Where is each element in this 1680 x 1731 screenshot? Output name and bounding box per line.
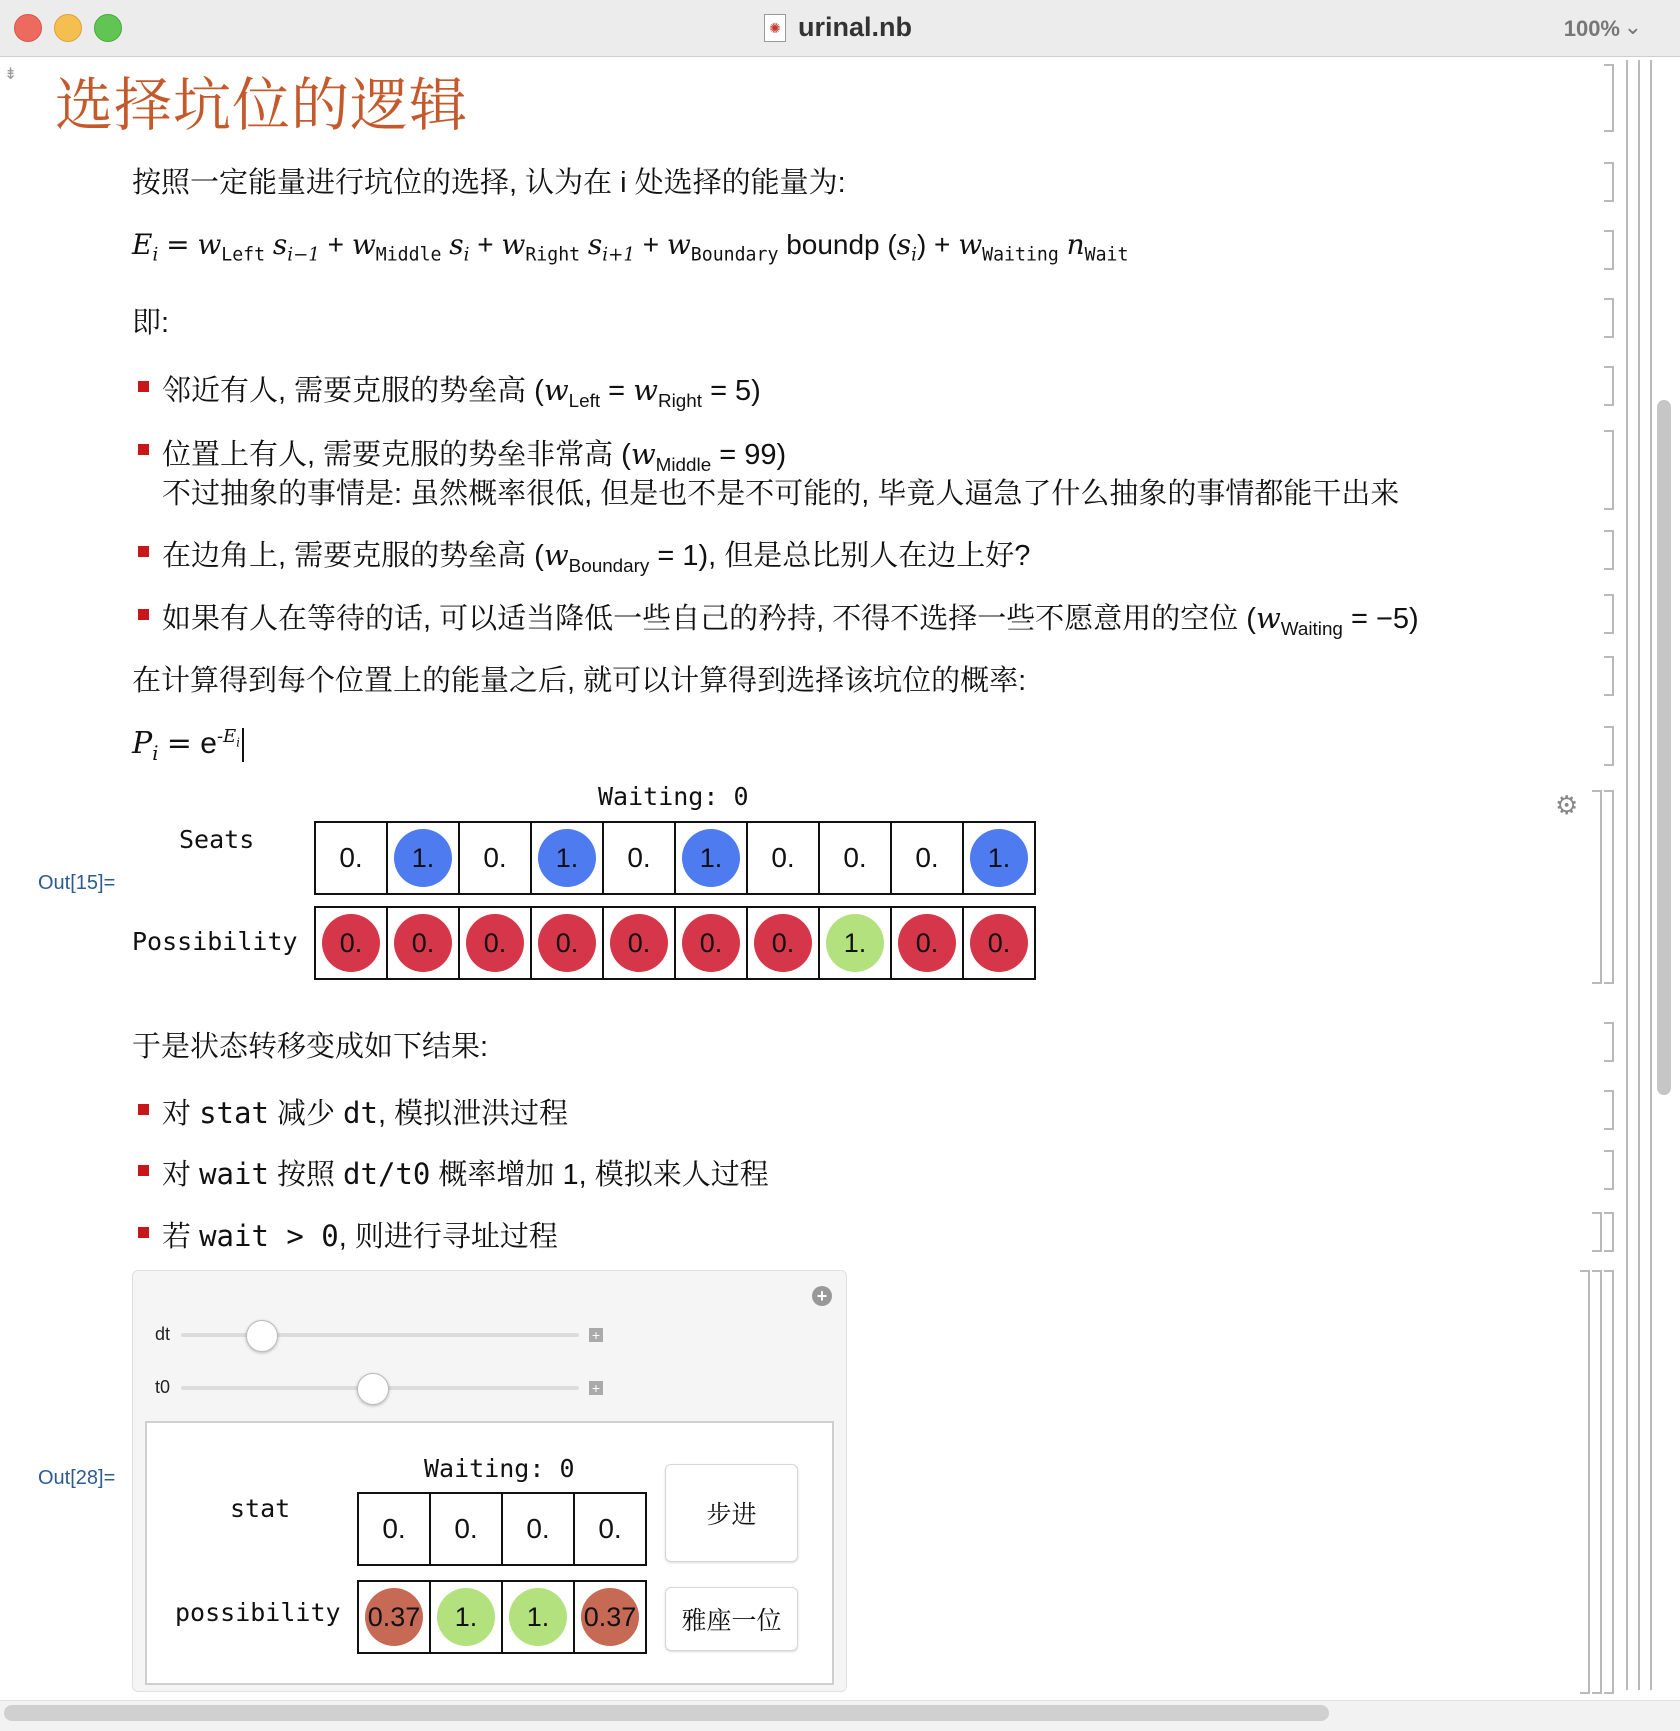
cell-bracket[interactable] <box>1604 790 1614 984</box>
maximize-window-button[interactable] <box>94 14 122 42</box>
bullet-marker <box>138 1227 149 1238</box>
bullet-item: 如果有人在等待的话, 可以适当降低一些自己的矜持, 不得不选择一些不愿意用的空位 $(w_{Waiting} = -5)$ <box>162 601 1419 639</box>
seat-cell <box>532 823 604 893</box>
cell-bracket[interactable] <box>1604 230 1614 270</box>
ie-text: 即: <box>132 307 170 339</box>
output-label: Out[28]= <box>38 1467 116 1489</box>
cell-value: 0. <box>526 1513 550 1544</box>
bullet-item: 邻近有人, 需要克服的势垒高 $(w_{Left} = w_{Right} = 5)$ <box>162 373 761 411</box>
possibility-cell <box>604 908 676 978</box>
stat-cell <box>359 1494 431 1564</box>
value-dot: 0. <box>466 914 524 972</box>
value-dot: 0. <box>898 914 956 972</box>
title-bar <box>0 0 1680 57</box>
possibility-cell <box>460 908 532 978</box>
cell-bracket[interactable] <box>1604 366 1614 406</box>
seat-cell <box>892 823 964 893</box>
probability-intro: 在计算得到每个位置上的能量之后, 就可以计算得到选择该坑位的概率: <box>132 665 1027 697</box>
value-dot: 1. <box>682 829 740 887</box>
group-bracket-line[interactable] <box>1626 60 1628 1690</box>
possibility-cell <box>676 908 748 978</box>
seat-one-button[interactable]: 雅座一位 <box>665 1587 798 1651</box>
waiting-label: Waiting: 0 <box>598 782 749 811</box>
cell-value: 0. <box>598 1513 622 1544</box>
cell-bracket[interactable] <box>1604 530 1614 570</box>
cell-bracket[interactable] <box>1604 1212 1614 1252</box>
add-icon[interactable]: + <box>812 1286 832 1306</box>
cell-bracket[interactable] <box>1604 1022 1614 1062</box>
value-dot: 0. <box>682 914 740 972</box>
possibility-cell <box>388 908 460 978</box>
possibility-label: possibility <box>175 1598 341 1627</box>
seat-cell <box>388 823 460 893</box>
close-window-button[interactable] <box>14 14 42 42</box>
possibility-cell <box>316 908 388 978</box>
bullet-marker <box>138 1165 149 1176</box>
cell-bracket[interactable] <box>1592 1212 1602 1252</box>
seat-cell <box>604 823 676 893</box>
value-dot: 0.37 <box>581 1588 639 1646</box>
cell-bracket[interactable] <box>1604 1270 1614 1694</box>
t0-expand-icon[interactable]: + <box>589 1381 603 1395</box>
minimize-window-button[interactable] <box>54 14 82 42</box>
cell-bracket[interactable] <box>1604 64 1614 132</box>
possibility-cell <box>820 908 892 978</box>
window-title: urinal.nb <box>798 12 912 42</box>
collapse-group-icon[interactable]: ⇟ <box>4 66 18 83</box>
section-heading: 选择坑位的逻辑 <box>55 73 469 138</box>
value-dot: 0. <box>322 914 380 972</box>
cell-bracket[interactable] <box>1592 1270 1602 1694</box>
bullet-item-continuation: 不过抽象的事情是: 虽然概率很低, 但是也不是不可能的, 毕竟人逼急了什么抽象的事情都能干出来 <box>162 478 1400 510</box>
stat-cell <box>575 1494 645 1564</box>
cell-bracket[interactable] <box>1604 298 1614 338</box>
gear-icon[interactable]: ⚙ <box>1555 790 1579 820</box>
possibility-cell <box>964 908 1034 978</box>
cell-bracket[interactable] <box>1604 594 1614 634</box>
possibility-cell <box>359 1582 431 1652</box>
output-label: Out[15]= <box>38 872 116 894</box>
cell-value: 0. <box>915 842 939 873</box>
seat-cell <box>316 823 388 893</box>
value-dot: 1. <box>437 1588 495 1646</box>
possibility-cell <box>575 1582 645 1652</box>
possibility-cell <box>503 1582 575 1652</box>
seats-label: Seats <box>179 825 255 854</box>
possibility-cell <box>431 1582 503 1652</box>
cell-bracket[interactable] <box>1604 656 1614 696</box>
cell-value: 0. <box>483 842 507 873</box>
dt-expand-icon[interactable]: + <box>589 1328 603 1342</box>
bullet-marker <box>138 609 149 620</box>
notebook-file-icon: ✺ <box>764 14 786 42</box>
cell-value: 0. <box>339 842 363 873</box>
t0-slider-handle[interactable] <box>357 1373 389 1405</box>
bullet-item: 对 stat 减少 dt, 模拟泄洪过程 <box>162 1096 569 1130</box>
possibility-grid <box>357 1580 647 1654</box>
possibility-cell <box>532 908 604 978</box>
value-dot: 0. <box>610 914 668 972</box>
value-dot: 1. <box>970 829 1028 887</box>
cell-bracket[interactable] <box>1604 430 1614 510</box>
value-dot: 0. <box>970 914 1028 972</box>
text-cursor <box>242 728 244 762</box>
horizontal-scrollbar[interactable] <box>4 1705 1329 1721</box>
bullet-marker <box>138 1104 149 1115</box>
seat-cell <box>748 823 820 893</box>
step-button[interactable]: 步进 <box>665 1464 798 1562</box>
value-dot: 0.37 <box>365 1588 423 1646</box>
dt-slider-track[interactable] <box>181 1333 579 1337</box>
value-dot: 1. <box>509 1588 567 1646</box>
stat-grid <box>357 1492 647 1566</box>
possibility-grid <box>314 906 1036 980</box>
cell-value: 0. <box>771 842 795 873</box>
slider-label-dt: dt <box>155 1324 171 1344</box>
intro-text: 按照一定能量进行坑位的选择, 认为在 i 处选择的能量为: <box>132 167 846 199</box>
seat-cell <box>460 823 532 893</box>
dt-slider-handle[interactable] <box>246 1320 278 1352</box>
possibility-cell <box>892 908 964 978</box>
seats-grid <box>314 821 1036 895</box>
cell-value: 0. <box>454 1513 478 1544</box>
slider-label-t0: t0 <box>155 1377 171 1397</box>
zoom-level[interactable]: 100% <box>1563 16 1620 41</box>
cell-bracket[interactable] <box>1604 1150 1614 1190</box>
bullet-item: 位置上有人, 需要克服的势垒非常高 $(w_{Middle} = 99)$ <box>162 437 787 475</box>
value-dot: 1. <box>826 914 884 972</box>
energy-formula: $E_i = w_{Left}$ $s_{i-1} + w_{Middle}$ $s_i + w_{Right}$ $s_{i+1} + w_{Boundary}$ boundp $(s_i) + w_{Waiting}$ $n_{Wait}$ <box>132 228 1129 266</box>
stat-label: stat <box>230 1494 291 1523</box>
value-dot: 0. <box>754 914 812 972</box>
value-dot: 1. <box>538 829 596 887</box>
cell-bracket[interactable] <box>1592 790 1602 984</box>
bullet-item: 在边角上, 需要克服的势垒高 $(w_{Boundary} = 1)$, 但是总比别人在边上好? <box>162 538 1031 576</box>
bullet-item: 若 wait > 0, 则进行寻址过程 <box>162 1219 558 1253</box>
value-dot: 0. <box>538 914 596 972</box>
value-dot: 0. <box>394 914 452 972</box>
group-bracket-line[interactable] <box>1638 60 1640 1690</box>
cell-bracket[interactable] <box>1604 1090 1614 1130</box>
chevron-down-icon[interactable]: ⌄ <box>1623 14 1642 39</box>
bullet-marker <box>138 546 149 557</box>
cell-bracket[interactable] <box>1604 726 1614 766</box>
vertical-scrollbar[interactable] <box>1657 400 1671 1095</box>
cell-bracket[interactable] <box>1604 162 1614 202</box>
possibility-label: Possibility <box>132 927 298 956</box>
value-dot: 1. <box>394 829 452 887</box>
group-bracket-line[interactable] <box>1650 60 1652 1690</box>
bullet-marker <box>138 444 149 455</box>
stat-cell <box>431 1494 503 1564</box>
cell-value: 0. <box>627 842 651 873</box>
seat-cell <box>964 823 1034 893</box>
probability-formula[interactable]: $P_i = e^{-E_i}$ <box>132 726 244 765</box>
bullet-marker <box>138 381 149 392</box>
cell-value: 0. <box>382 1513 406 1544</box>
seat-cell <box>820 823 892 893</box>
cell-bracket[interactable] <box>1580 1270 1590 1694</box>
waiting-label: Waiting: 0 <box>424 1454 575 1483</box>
seat-cell <box>676 823 748 893</box>
transition-intro: 于是状态转移变成如下结果: <box>132 1031 489 1063</box>
cell-value: 0. <box>843 842 867 873</box>
stat-cell <box>503 1494 575 1564</box>
possibility-cell <box>748 908 820 978</box>
bullet-item: 对 wait 按照 dt/t0 概率增加 1, 模拟来人过程 <box>162 1157 769 1191</box>
